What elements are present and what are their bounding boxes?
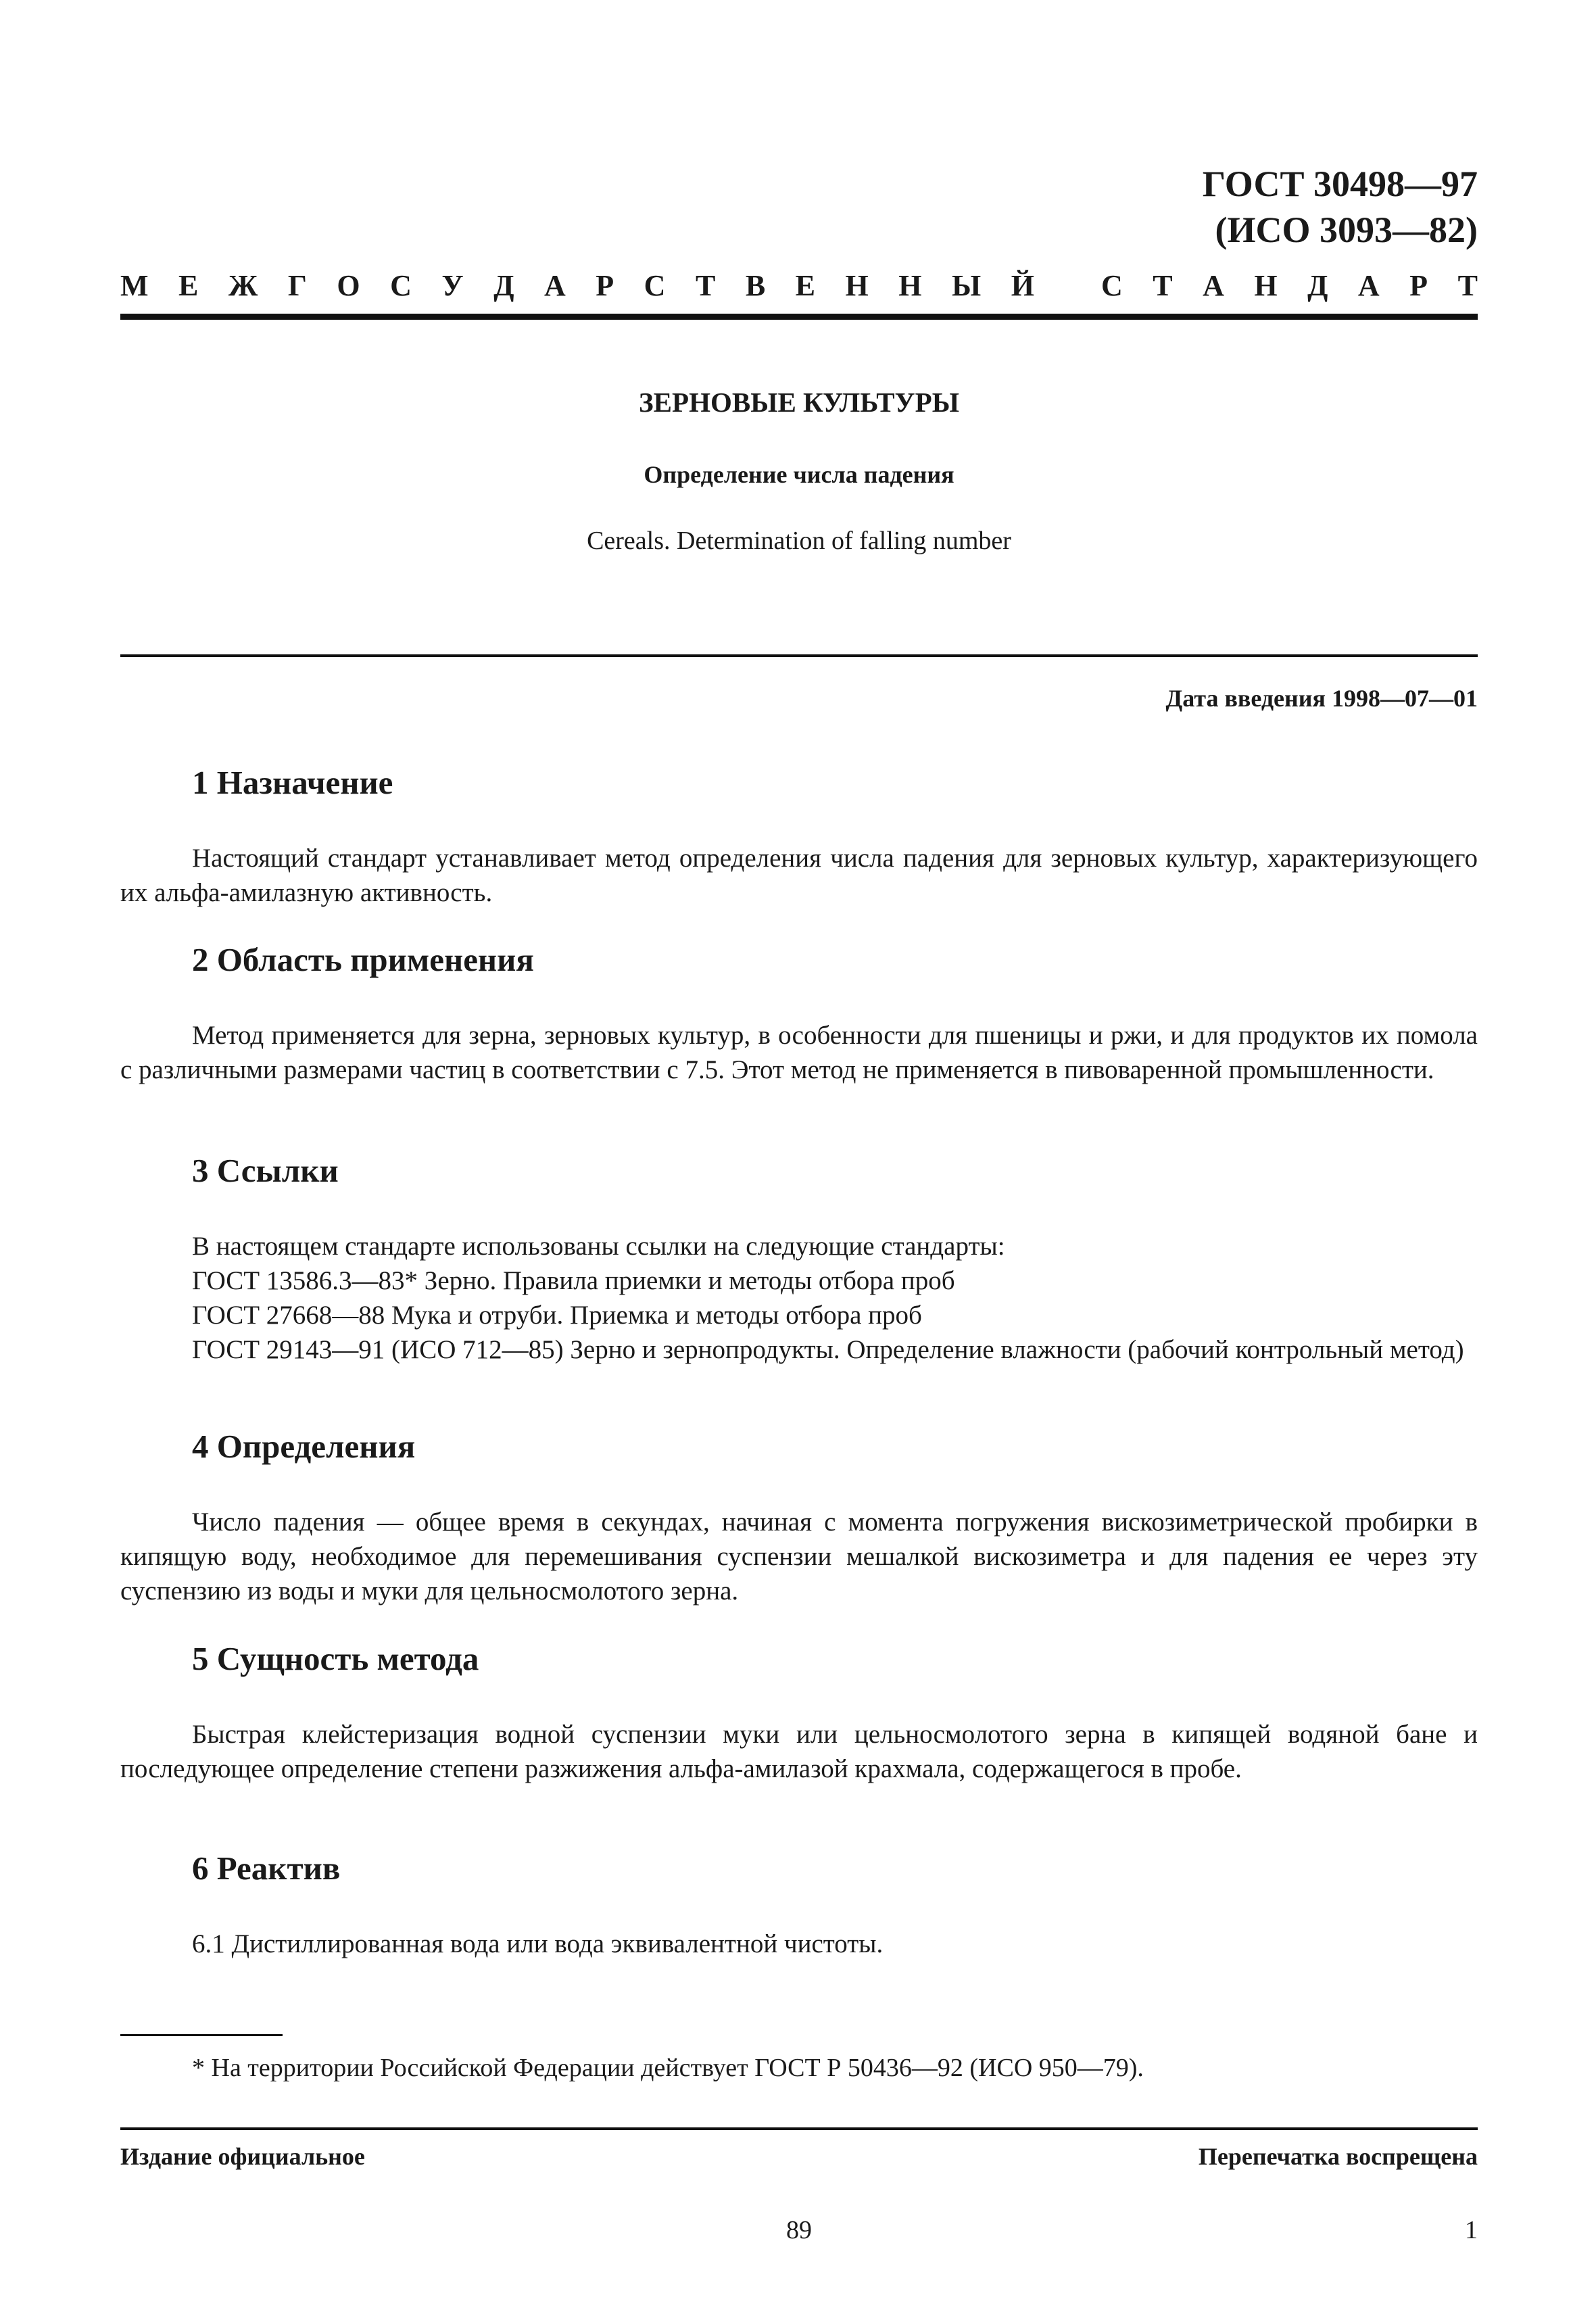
section-purpose xyxy=(120,763,1478,910)
banner-letter: Н xyxy=(845,269,869,302)
footnote-divider xyxy=(120,2034,283,2036)
banner-letter: Н xyxy=(1254,269,1278,302)
banner-letter: Ы xyxy=(952,269,982,302)
banner-letter: О xyxy=(337,269,360,302)
section-text: Быстрая клейстеризация водной суспензии муки или цельносмолотого зерна в кипящей водяной бане и последующее определение степени разжижения альфа-амилазой крахмала, содержащегося в пробе. xyxy=(120,1720,1478,1783)
document-title: ЗЕРНОВЫЕ КУЛЬТУРЫ xyxy=(639,387,959,418)
banner-letter: А xyxy=(1357,269,1380,302)
iso-number: (ИСО 3093—82) xyxy=(1215,210,1478,250)
section-text: 6.1 Дистиллированная вода или вода эквивалентной чистоты. xyxy=(192,1929,884,1958)
banner-letter: Е xyxy=(178,269,199,302)
official-edition-label: Издание официальное xyxy=(120,2143,365,2170)
references-intro: В настоящем стандарте использованы ссылки на следующие стандарты: xyxy=(192,1232,1005,1261)
reference-item: ГОСТ 27668—88 Мука и отруби. Приемка и методы отбора проб xyxy=(192,1301,922,1330)
banner-letter: М xyxy=(120,269,149,302)
banner-letter: Д xyxy=(493,269,514,302)
banner-letter: Т xyxy=(1153,269,1173,302)
banner-letter: С xyxy=(390,269,412,302)
banner-letter: А xyxy=(544,269,566,302)
banner-letter: Н xyxy=(898,269,922,302)
reference-item: ГОСТ 13586.3—83* Зерно. Правила приемки и методы отбора проб xyxy=(192,1266,955,1295)
banner-letter: Г xyxy=(287,269,307,302)
footnote: * На территории Российской Федерации действует ГОСТ Р 50436—92 (ИСО 950—79). xyxy=(192,2054,1144,2082)
banner-gap xyxy=(1064,269,1071,303)
section-method-essence xyxy=(120,1639,1478,1786)
banner-letter: Ж xyxy=(228,269,258,302)
banner-letter: Т xyxy=(695,269,716,302)
section-reagent xyxy=(120,1848,1478,1961)
section-scope xyxy=(120,940,1478,1087)
english-title: Cereals. Determination of falling number xyxy=(587,527,1011,555)
section-references xyxy=(120,1151,1478,1367)
reprint-prohibited-label: Перепечатка воспрещена xyxy=(1198,2143,1478,2170)
section-heading: 2 Область применения xyxy=(192,941,534,978)
section-heading: 4 Определения xyxy=(192,1428,416,1465)
interstate-standard-banner xyxy=(120,269,1478,303)
document-page xyxy=(120,0,1478,2316)
section-heading: 6 Реактив xyxy=(192,1850,341,1887)
title-divider xyxy=(120,654,1478,657)
section-heading: 1 Назначение xyxy=(192,764,393,801)
section-text: Метод применяется для зерна, зерновых культур, в особенности для пшеницы и ржи, и для продуктов их помола с различными размерами частиц в соответствии с 7.5. Этот метод не применяется в пивоваренной промышленности. xyxy=(120,1021,1478,1084)
header-divider xyxy=(120,314,1478,320)
standard-number-block xyxy=(1203,161,1478,253)
reference-item: ГОСТ 29143—91 (ИСО 712—85) Зерно и зернопродукты. Определение влажности (рабочий контрольный метод) xyxy=(192,1335,1464,1364)
footer-divider xyxy=(120,2127,1478,2130)
banner-letter: Р xyxy=(596,269,614,302)
banner-letter: Е xyxy=(795,269,816,302)
banner-letter: У xyxy=(441,269,464,302)
banner-letter: В xyxy=(745,269,766,302)
banner-letter: Р xyxy=(1409,269,1428,302)
section-heading: 3 Ссылки xyxy=(192,1152,339,1189)
introduction-date: Дата введения 1998—07—01 xyxy=(1165,685,1478,712)
banner-letter: С xyxy=(644,269,666,302)
page-number-center: 89 xyxy=(786,2216,812,2244)
banner-letter: Т xyxy=(1457,269,1478,302)
section-text: Настоящий стандарт устанавливает метод определения числа падения для зерновых культур, характеризующего их альфа-амилазную активность. xyxy=(120,844,1478,907)
banner-letter: А xyxy=(1203,269,1224,302)
page-number-right: 1 xyxy=(1465,2216,1478,2244)
gost-number: ГОСТ 30498—97 xyxy=(1202,164,1478,204)
document-subtitle: Определение числа падения xyxy=(644,461,954,488)
banner-letter: С xyxy=(1101,269,1123,302)
banner-letter: Й xyxy=(1011,269,1034,302)
section-definitions xyxy=(120,1426,1478,1608)
section-heading: 5 Сущность метода xyxy=(192,1640,479,1677)
section-text: Число падения — общее время в секундах, начиная с момента погружения вискозиметрической пробирки в кипящую воду, необходимое для перемешивания суспензии мешалкой вискозиметра и для падения ее через эту суспензию из воды и муки для цельносмолотого зерна. xyxy=(120,1507,1478,1606)
banner-letter: Д xyxy=(1307,269,1328,302)
